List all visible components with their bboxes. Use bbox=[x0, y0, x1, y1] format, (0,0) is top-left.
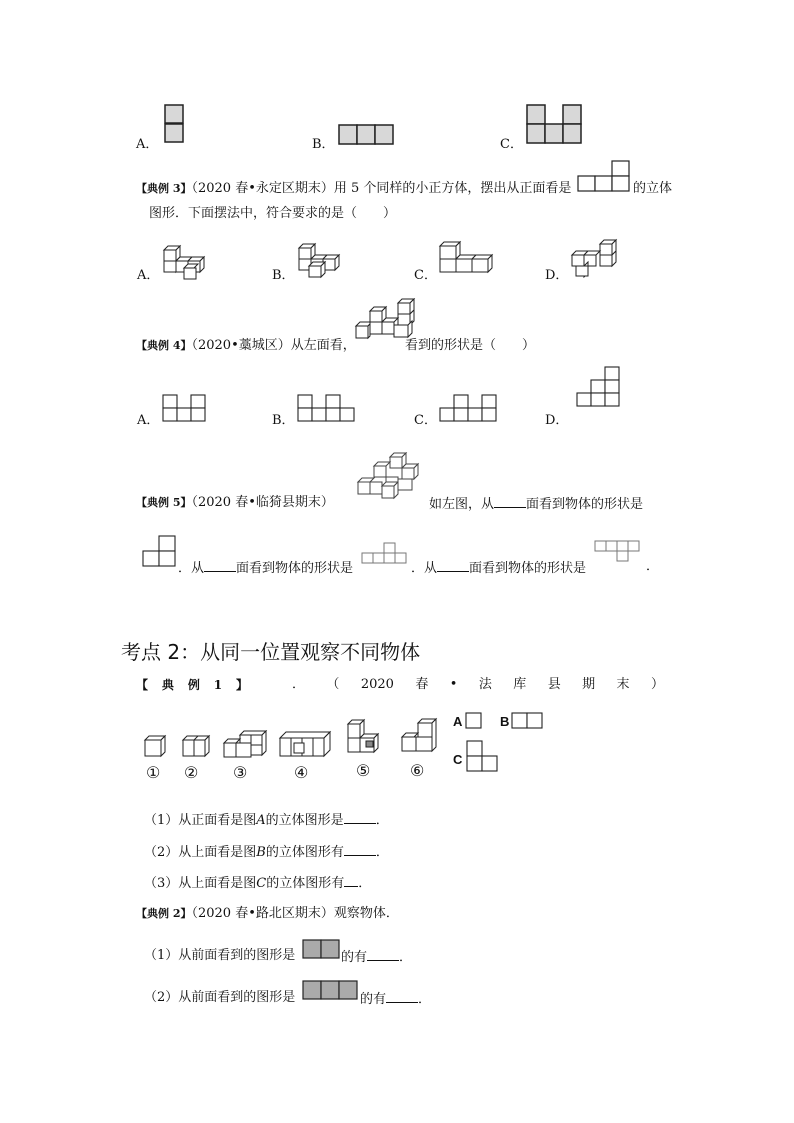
s2-q3-end: 的立体图形有 bbox=[266, 876, 345, 891]
ex5-view-2-figure bbox=[361, 542, 409, 568]
ex2-line1 bbox=[136, 906, 399, 922]
ex3-text-2: 的立体 bbox=[633, 181, 673, 196]
s2-q1-text: （1）从正面看是图 bbox=[144, 813, 257, 828]
solid-6-figure bbox=[400, 716, 440, 762]
view-c-figure bbox=[466, 740, 500, 774]
s2-q3-blank[interactable] bbox=[344, 874, 358, 887]
ex5-text-7: 面看到物体的形状是 bbox=[469, 561, 587, 576]
s2-ex1-tag-char: 典 bbox=[161, 678, 174, 692]
ex2-q1-period: ． bbox=[399, 950, 413, 965]
ex5-blank-3[interactable] bbox=[437, 559, 469, 572]
ex5-blank-2[interactable] bbox=[204, 559, 236, 572]
s2-ex1-source-char: ． bbox=[292, 677, 306, 692]
view-a-label: A bbox=[453, 714, 463, 729]
view-b-label: B bbox=[500, 714, 510, 729]
ex4-text-2: 看到的形状是（ ） bbox=[405, 338, 536, 353]
ex5-text-3: 面看到物体的形状是 bbox=[526, 497, 644, 512]
ex4-line1 bbox=[136, 338, 356, 354]
ex3-tag: 【典例 3】 bbox=[136, 182, 192, 195]
ex5-text-1: （2020 春•临猗县期末） bbox=[191, 495, 334, 510]
s2-ex1-source-char: • bbox=[449, 677, 458, 692]
ex2-q2-period: ． bbox=[418, 992, 432, 1007]
s2-ex1-tag-char: 【 bbox=[136, 678, 149, 692]
s2-ex1-source-char: 末 bbox=[616, 677, 630, 692]
ex3-text-1: （2020 春•永定区期末）用 5 个同样的小正方体，摆出从正面看是 bbox=[191, 181, 572, 196]
ex2-q1-end: 的有 bbox=[341, 950, 368, 965]
s2-ex1-source bbox=[292, 677, 664, 693]
option-c-label: C． bbox=[500, 137, 523, 152]
ex5-line2-b bbox=[411, 559, 586, 577]
ex4-option-b-figure bbox=[297, 394, 357, 424]
ex3-option-a-figure bbox=[162, 244, 212, 282]
ex4-option-d-label: D． bbox=[545, 413, 569, 428]
s2-ex1-tag-char: 例 bbox=[187, 678, 200, 692]
ex3-text-3: 图形．下面摆法中，符合要求的是（ ） bbox=[149, 206, 397, 221]
ex3-option-b-figure bbox=[297, 242, 349, 282]
ex3-option-c-figure bbox=[438, 240, 500, 276]
ex2-question-2-a: （2）从前面看到的图形是 bbox=[144, 990, 296, 1005]
ex5-tag: 【典例 5】 bbox=[136, 496, 192, 509]
s2-ex1-source-char: 法 bbox=[478, 677, 492, 692]
ex4-text-1: （2020•藁城区）从左面看， bbox=[191, 338, 356, 353]
ex5-line2-a bbox=[178, 559, 353, 577]
ex2-q2-end: 的有 bbox=[360, 992, 387, 1007]
ex3-option-a-label: A． bbox=[137, 268, 160, 283]
ex5-view-1-figure bbox=[142, 535, 178, 569]
ex3-front-view-figure bbox=[577, 160, 631, 192]
solid-3-number: ③ bbox=[233, 763, 248, 782]
solid-4-number: ④ bbox=[294, 763, 309, 782]
solid-5-figure bbox=[346, 717, 382, 763]
ex2-q1-figure bbox=[302, 939, 342, 961]
view-a-figure bbox=[465, 712, 483, 730]
ex2-text: （2020 春•路北区期末）观察物体． bbox=[191, 906, 399, 921]
ex5-object-figure bbox=[356, 452, 426, 502]
option-a-figure bbox=[164, 104, 184, 144]
ex5-blank-1[interactable] bbox=[494, 495, 526, 508]
s2-ex1-source-char: 春 bbox=[415, 677, 429, 692]
s2-ex1-tag-char: 】 bbox=[235, 678, 248, 692]
ex4-option-a-label: A． bbox=[137, 413, 160, 428]
ex2-q2-figure bbox=[302, 980, 360, 1002]
s2-q3-var: C bbox=[256, 876, 267, 891]
option-a-label: A． bbox=[136, 137, 159, 152]
ex5-text-5: 面看到物体的形状是 bbox=[236, 561, 354, 576]
s2-q2-text: （2）从上面看是图 bbox=[144, 845, 257, 860]
option-c-figure bbox=[526, 104, 584, 146]
solid-2-number: ② bbox=[184, 763, 199, 782]
solid-3-figure bbox=[222, 730, 270, 762]
ex3-option-b-label: B． bbox=[272, 268, 295, 283]
ex2-question-1-b bbox=[341, 948, 412, 966]
ex3-option-d-label: D． bbox=[545, 268, 569, 283]
solid-1-number: ① bbox=[146, 763, 161, 782]
ex2-q1-blank[interactable] bbox=[367, 948, 399, 961]
ex3-line1 bbox=[136, 181, 571, 197]
s2-q2-var: B bbox=[256, 845, 266, 860]
ex2-question-1-a: （1）从前面看到的图形是 bbox=[144, 948, 296, 963]
s2-ex1-source-char: ） bbox=[650, 677, 664, 692]
solid-5-number: ⑤ bbox=[356, 761, 371, 780]
s2-ex1-source-char: 县 bbox=[547, 677, 561, 692]
s2-q3-text: （3）从上面看是图 bbox=[144, 876, 257, 891]
solid-4-figure bbox=[278, 730, 334, 762]
ex5-line1-b bbox=[429, 495, 643, 513]
s2-q2-period: ． bbox=[375, 845, 389, 860]
s2-q2-end: 的立体图形有 bbox=[265, 845, 344, 860]
s2-q1-blank[interactable] bbox=[344, 811, 376, 824]
ex5-text-8: ． bbox=[646, 559, 660, 574]
s2-question-3 bbox=[144, 874, 371, 892]
ex2-question-2-b bbox=[360, 990, 431, 1008]
ex4-option-a-figure bbox=[162, 394, 208, 424]
ex5-text-4: ．从 bbox=[178, 561, 205, 576]
ex5-line1 bbox=[136, 495, 334, 511]
s2-q1-end: 的立体图形是 bbox=[265, 813, 344, 828]
solid-6-number: ⑥ bbox=[410, 761, 425, 780]
s2-ex1-tag bbox=[136, 677, 248, 693]
section-2-heading: 考点 2：从同一位置观察不同物体 bbox=[121, 640, 421, 664]
s2-question-1 bbox=[144, 811, 389, 829]
ex3-option-d-figure bbox=[570, 238, 622, 278]
ex4-option-b-label: B． bbox=[272, 413, 295, 428]
s2-q2-blank[interactable] bbox=[344, 843, 376, 856]
ex2-tag: 【典例 2】 bbox=[136, 907, 192, 920]
solid-2-figure bbox=[181, 734, 211, 760]
ex4-option-c-figure bbox=[439, 394, 499, 424]
ex4-tag: 【典例 4】 bbox=[136, 339, 192, 352]
option-b-figure bbox=[338, 124, 396, 146]
ex3-option-c-label: C． bbox=[414, 268, 437, 283]
s2-ex1-source-char: 期 bbox=[582, 677, 596, 692]
view-c-label: C bbox=[453, 752, 463, 767]
s2-ex1-tag-char: 1 bbox=[213, 678, 223, 692]
view-b-figure bbox=[511, 712, 545, 730]
ex5-view-3-figure bbox=[594, 540, 644, 568]
ex4-option-c-label: C． bbox=[414, 413, 437, 428]
ex2-q2-blank[interactable] bbox=[386, 990, 418, 1003]
option-b-label: B． bbox=[312, 137, 335, 152]
s2-q1-period: ． bbox=[375, 813, 389, 828]
solid-1-figure bbox=[143, 734, 167, 760]
s2-ex1-source-char: （ bbox=[326, 677, 340, 692]
ex5-text-2: 如左图，从 bbox=[429, 497, 495, 512]
s2-q1-var: A bbox=[256, 813, 266, 828]
s2-question-2 bbox=[144, 843, 389, 861]
s2-ex1-source-char: 库 bbox=[513, 677, 527, 692]
ex4-option-d-figure bbox=[576, 366, 622, 412]
ex5-text-6: ．从 bbox=[411, 561, 438, 576]
s2-ex1-source-char: 2020 bbox=[360, 677, 394, 692]
s2-q3-period: ． bbox=[358, 876, 372, 891]
